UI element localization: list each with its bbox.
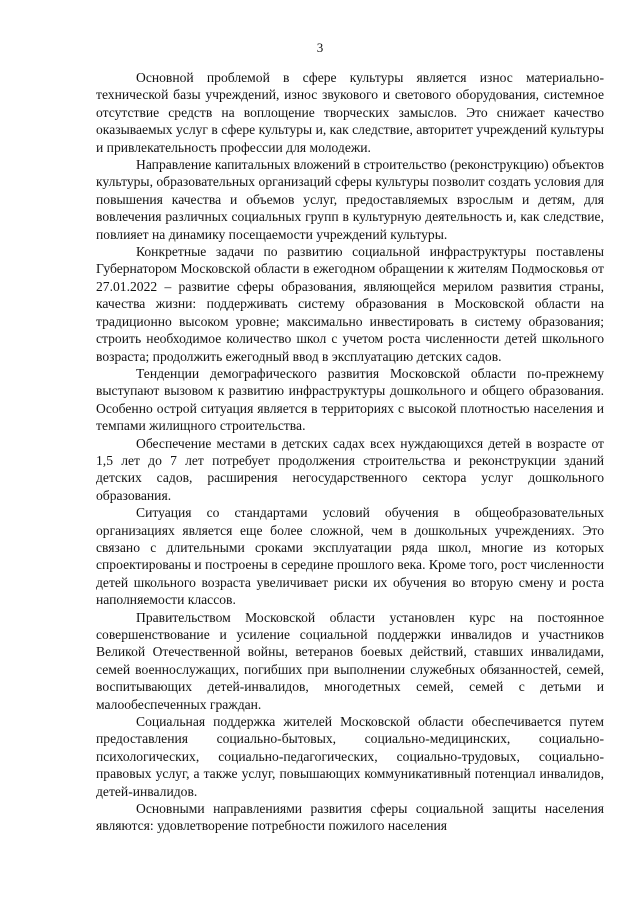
paragraph-government-course: Правительством Московской области установлен курс на постоянное совершенствование и усиление социальной поддержки инвалидов и участников Великой Отечественной войны, ветеранов боевых действий, ставших инвалидами, семей военнослужащих, погибших при выполнении служебных обязанностей, семей, воспитывающих детей-инвалидов, многодетных семей, семей с детьми и малообеспеченных граждан. <box>96 609 604 712</box>
paragraph-main-directions: Основными направлениями развития сферы социальной защиты населения являются: удовлетворение потребности пожилого населения <box>96 801 604 834</box>
paragraph-culture-problem: Основной проблемой в сфере культуры является износ материально-технической базы учреждений, износ звукового и светового оборудования, системное отсутствие средств на воплощение творческих замыслов. Это снижает качество оказываемых услуг в сфере культуры и, как следствие, авторитет учреждений культуры и привлекательность профессии для молодежи. <box>96 70 604 155</box>
paragraph-capital-investment: Направление капитальных вложений в строительство (реконструкцию) объектов культуры, образовательных организаций сферы культуры позволит создать условия для повышения качества и объемов услуг, предоставляемых взрослым и детям, для вовлечения различных социальных групп в культурную деятельность и, как следствие, повлияет на динамику посещаемости учреждений культуры. <box>96 157 604 242</box>
document-body <box>96 69 604 835</box>
paragraph-kindergarten-places: Обеспечение местами в детских садах всех нуждающихся детей в возрасте от 1,5 лет до 7 лет потребует продолжения строительства и реконструкции зданий детских садов, расширения негосударственного сектора услуг дошкольного образования. <box>96 435 604 503</box>
paragraph-governor-tasks: Конкретные задачи по развитию социальной инфраструктуры поставлены Губернатором Московской области в ежегодном обращении к жителям Подмосковья от 27.01.2022 – развитие сферы образования, являющейся мерилом развития страны, качества жизни: поддерживать систему образования в Московской области на традиционно высоком уровне; максимально инвестировать в систему образования; строить необходимое количество школ с учетом роста численности детей школьного возраста; продолжить ежегодный ввод в эксплуатацию детских садов. <box>96 244 604 364</box>
paragraph-social-support: Социальная поддержка жителей Московской области обеспечивается путем предоставления социально-бытовых, социально-медицинских, социально-психологических, социально-педагогических, социально-трудовых, социально-правовых услуг, а также услуг, повышающих коммуникативный потенциал инвалидов, детей-инвалидов. <box>96 714 604 799</box>
paragraph-school-standards: Ситуация со стандартами условий обучения в общеобразовательных организациях является еще более сложной, чем в дошкольных учреждениях. Это связано с длительными сроками эксплуатации ряда школ, многие из которых спроектированы и построены в середине прошлого века. Кроме того, рост численности детей школьного возраста увеличивает риски их обучения во вторую смену и роста наполняемости классов. <box>96 505 604 608</box>
paragraph-demographic-trends: Тенденции демографического развития Московской области по-прежнему выступают вызовом к развитию инфраструктуры дошкольного и общего образования. Особенно острой ситуация является в территориях с высокой плотностью населения и темпами жилищного строительства. <box>96 365 604 434</box>
page-number: 3 <box>316 40 324 55</box>
